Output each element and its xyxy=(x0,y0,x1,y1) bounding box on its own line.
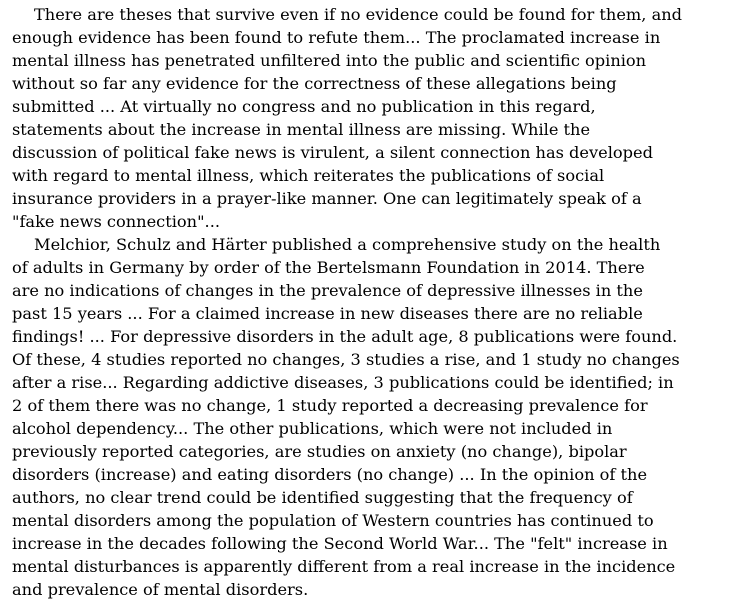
text-line: insurance providers in a prayer-like manner. One can legitimately speak of a xyxy=(12,189,642,208)
text-line: findings! ... For depressive disorders in the adult age, 8 publications were found. xyxy=(12,327,678,346)
paragraph-bertelsmann-study xyxy=(12,233,736,601)
text-line: authors, no clear trend could be identified suggesting that the frequency of xyxy=(12,488,633,507)
text-line: 2 of them there was no change, 1 study reported a decreasing prevalence for xyxy=(12,396,648,415)
text-line: increase in the decades following the Second World War... The "felt" increase in xyxy=(12,534,668,553)
text-line: disorders (increase) and eating disorders (no change) ... In the opinion of the xyxy=(12,465,648,484)
text-line: of adults in Germany by order of the Bertelsmann Foundation in 2014. There xyxy=(12,258,645,277)
text-line: enough evidence has been found to refute them... The proclamated increase in xyxy=(12,28,661,47)
paragraph-fake-news-connection xyxy=(12,3,736,233)
text-line: past 15 years ... For a claimed increase in new diseases there are no reliable xyxy=(12,304,643,323)
text-line: with regard to mental illness, which reiterates the publications of social xyxy=(12,166,605,185)
text-line: mental disorders among the population of Western countries has continued to xyxy=(12,511,654,530)
text-line: are no indications of changes in the prevalence of depressive illnesses in the xyxy=(12,281,643,300)
text-line: mental illness has penetrated unfiltered into the public and scientific opinion xyxy=(12,51,647,70)
text-line: alcohol dependency... The other publications, which were not included in xyxy=(12,419,613,438)
text-line: statements about the increase in mental illness are missing. While the xyxy=(12,120,591,139)
text-line: mental disturbances is apparently different from a real increase in the incidence xyxy=(12,557,676,576)
text-line: There are theses that survive even if no evidence could be found for them, and xyxy=(34,5,683,24)
text-line: Melchior, Schulz and Härter published a comprehensive study on the health xyxy=(34,235,661,254)
text-line: previously reported categories, are studies on anxiety (no change), bipolar xyxy=(12,442,627,461)
text-line: without so far any evidence for the correctness of these allegations being xyxy=(12,74,617,93)
text-line: after a rise... Regarding addictive diseases, 3 publications could be identified; in xyxy=(12,373,674,392)
text-line: and prevalence of mental disorders. xyxy=(12,580,309,599)
text-line: "fake news connection"... xyxy=(12,212,220,231)
text-line: submitted ... At virtually no congress and no publication in this regard, xyxy=(12,97,596,116)
text-line: discussion of political fake news is virulent, a silent connection has developed xyxy=(12,143,653,162)
text-line: Of these, 4 studies reported no changes, 3 studies a rise, and 1 study no changes xyxy=(12,350,680,369)
